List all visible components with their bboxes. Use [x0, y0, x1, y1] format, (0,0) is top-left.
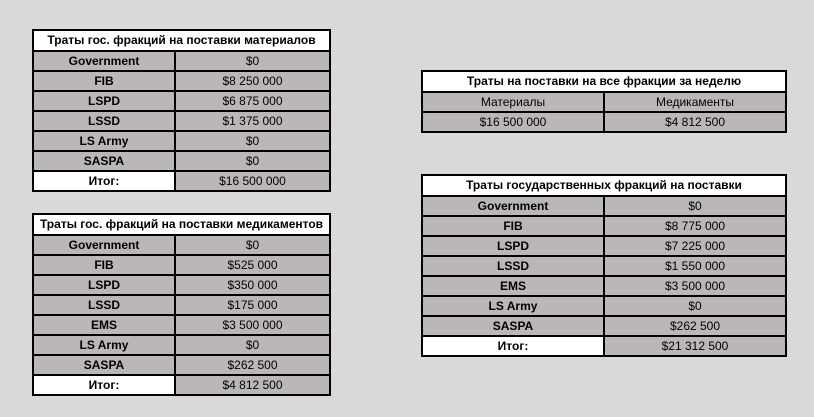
table-row [423, 317, 785, 337]
medications-table-title: Траты гос. фракций на поставки медикаментов [34, 215, 329, 236]
table-row [423, 297, 785, 317]
faction-name: EMS [423, 277, 603, 295]
faction-value: $0 [603, 197, 785, 215]
faction-name: EMS [34, 316, 174, 334]
weekly-header-row [423, 93, 785, 113]
faction-value: $8 250 000 [174, 72, 329, 90]
header-materials: Материалы [423, 93, 603, 111]
faction-value: $175 000 [174, 296, 329, 314]
faction-name: SASPA [34, 152, 174, 170]
materials-table-title: Траты гос. фракций на поставки материалов [34, 31, 329, 52]
table-row [34, 236, 329, 256]
faction-name: Government [34, 52, 174, 70]
state-total-table [421, 174, 787, 357]
table-row [34, 132, 329, 152]
table-row [34, 152, 329, 172]
faction-name: LSSD [34, 296, 174, 314]
table-row [34, 296, 329, 316]
table-row [34, 112, 329, 132]
faction-name: FIB [423, 217, 603, 235]
faction-name: SASPA [34, 356, 174, 374]
total-label: Итог: [423, 337, 603, 355]
total-row [423, 337, 785, 355]
total-value: $21 312 500 [603, 337, 785, 355]
table-row [34, 52, 329, 72]
table-row [423, 257, 785, 277]
faction-value: $0 [174, 336, 329, 354]
table-row [423, 217, 785, 237]
faction-name: LSSD [34, 112, 174, 130]
total-row [34, 376, 329, 394]
weekly-table [421, 70, 787, 133]
faction-name: FIB [34, 72, 174, 90]
value-medications: $4 812 500 [603, 113, 785, 131]
total-label: Итог: [34, 172, 174, 190]
weekly-table-title: Траты на поставки на все фракции за неделю [423, 72, 785, 93]
faction-name: LSPD [34, 276, 174, 294]
faction-value: $3 500 000 [603, 277, 785, 295]
table-row [34, 92, 329, 112]
weekly-value-row [423, 113, 785, 131]
faction-name: LS Army [34, 132, 174, 150]
table-row [34, 72, 329, 92]
table-row [34, 256, 329, 276]
table-row [34, 276, 329, 296]
faction-name: LSSD [423, 257, 603, 275]
faction-name: SASPA [423, 317, 603, 335]
header-medications: Медикаменты [603, 93, 785, 111]
faction-value: $0 [603, 297, 785, 315]
total-label: Итог: [34, 376, 174, 394]
faction-value: $262 500 [603, 317, 785, 335]
faction-value: $525 000 [174, 256, 329, 274]
faction-value: $1 375 000 [174, 112, 329, 130]
faction-name: LSPD [34, 92, 174, 110]
total-row [34, 172, 329, 190]
faction-value: $0 [174, 132, 329, 150]
table-row [34, 336, 329, 356]
table-row [423, 197, 785, 217]
state-total-table-title: Траты государственных фракций на поставки [423, 176, 785, 197]
total-value: $16 500 000 [174, 172, 329, 190]
faction-name: LS Army [423, 297, 603, 315]
faction-name: Government [423, 197, 603, 215]
faction-value: $262 500 [174, 356, 329, 374]
faction-name: LS Army [34, 336, 174, 354]
total-value: $4 812 500 [174, 376, 329, 394]
faction-name: LSPD [423, 237, 603, 255]
faction-value: $1 550 000 [603, 257, 785, 275]
faction-value: $0 [174, 152, 329, 170]
table-row [423, 237, 785, 257]
materials-table [32, 29, 331, 192]
faction-value: $3 500 000 [174, 316, 329, 334]
faction-value: $8 775 000 [603, 217, 785, 235]
medications-table [32, 213, 331, 396]
faction-value: $6 875 000 [174, 92, 329, 110]
value-materials: $16 500 000 [423, 113, 603, 131]
faction-name: Government [34, 236, 174, 254]
faction-value: $7 225 000 [603, 237, 785, 255]
faction-value: $350 000 [174, 276, 329, 294]
table-row [34, 316, 329, 336]
faction-value: $0 [174, 52, 329, 70]
faction-name: FIB [34, 256, 174, 274]
faction-value: $0 [174, 236, 329, 254]
table-row [423, 277, 785, 297]
table-row [34, 356, 329, 376]
